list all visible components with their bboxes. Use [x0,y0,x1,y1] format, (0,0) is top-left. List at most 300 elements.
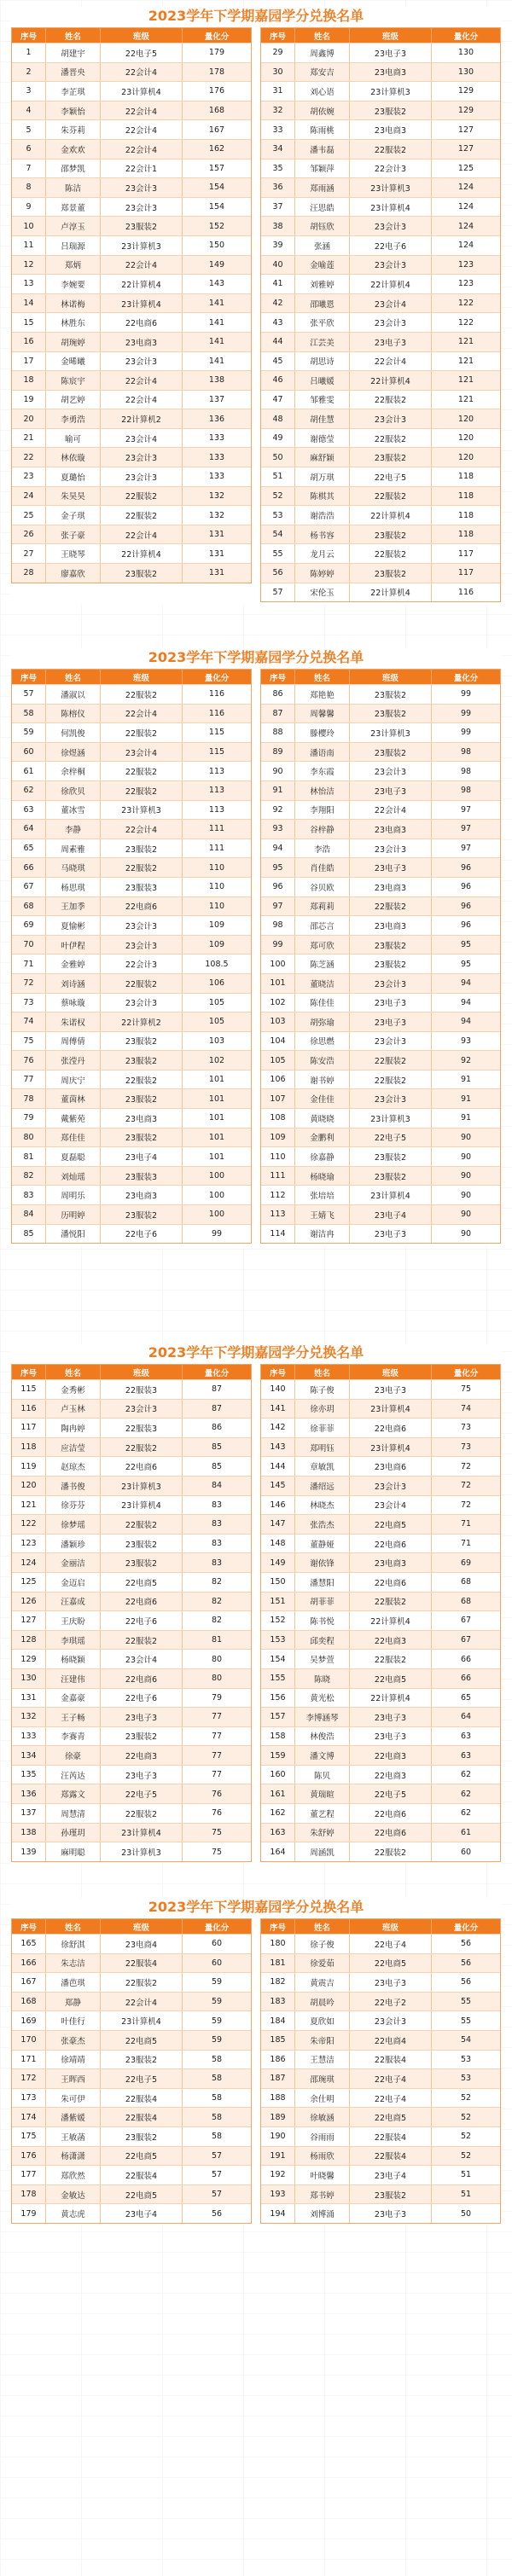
table-row[interactable] [12,390,251,409]
column-header[interactable]: 量化分 [453,673,479,683]
score: 90 [460,1210,472,1220]
table-row[interactable] [12,1050,251,1070]
table-row[interactable] [12,351,251,371]
table-row[interactable] [12,486,251,506]
score: 60 [211,1958,223,1968]
table-row[interactable] [12,235,251,255]
table-row[interactable] [261,43,500,62]
column-header[interactable]: 序号 [261,670,295,684]
table-row[interactable] [261,1842,500,1861]
column-header[interactable]: 班级 [350,670,432,684]
table-row[interactable] [12,1108,251,1128]
table-row[interactable] [12,1418,251,1437]
table-row[interactable] [261,761,500,780]
table-row[interactable] [261,312,500,332]
table-row[interactable] [261,486,500,506]
row-index: 140 [261,1380,295,1399]
table-row[interactable] [261,159,500,178]
table-row[interactable] [261,1070,500,1089]
table-row[interactable] [12,1204,251,1224]
table-row[interactable] [261,857,500,877]
column-header[interactable]: 序号 [261,28,295,43]
column-header[interactable]: 量化分 [453,32,479,42]
table-row[interactable] [261,525,500,544]
table-row[interactable] [12,525,251,544]
column-header[interactable]: 序号 [12,670,46,684]
score: 82 [211,1596,223,1606]
table-row[interactable] [12,101,251,120]
column-header[interactable]: 姓名 [295,1919,350,1934]
table-row[interactable] [261,742,500,762]
table-row[interactable] [261,81,500,101]
table-row[interactable] [12,722,251,742]
row-index: 39 [261,236,295,255]
table-row[interactable] [261,1630,500,1650]
table-row[interactable] [12,973,251,993]
table-row[interactable] [261,1108,500,1128]
table-row[interactable] [261,2050,500,2069]
table-row[interactable] [261,1031,500,1051]
student-name: 金欢欢 [46,140,101,159]
table-row[interactable] [261,1012,500,1031]
student-name: 邵芯言 [295,916,350,935]
row-index: 98 [261,916,295,935]
table-row[interactable] [12,119,251,139]
table-row[interactable] [261,1456,500,1476]
class-name: 23会计3 [350,256,432,275]
table-row[interactable] [261,838,500,858]
column-header[interactable]: 姓名 [46,28,101,43]
table-row[interactable] [261,2030,500,2050]
score: 58 [211,2093,223,2103]
class-name: 23计算机3 [350,82,432,101]
table-row[interactable] [261,1592,500,1611]
table-row[interactable] [261,197,500,217]
table-row[interactable] [12,197,251,217]
column-header[interactable]: 量化分 [453,1368,479,1378]
column-header[interactable]: 序号 [12,1365,46,1379]
table-row[interactable] [261,1572,500,1592]
table-row[interactable] [12,1972,251,1992]
student-name: 胡依婉 [295,102,350,120]
table-row[interactable] [12,742,251,762]
table-row[interactable] [261,1668,500,1688]
table-row[interactable] [12,684,251,704]
table-row[interactable] [12,1552,251,1572]
table-row[interactable] [12,915,251,935]
table-row[interactable] [261,2184,500,2204]
table-row[interactable] [261,2088,500,2108]
table-row[interactable] [261,563,500,583]
table-row[interactable] [12,2088,251,2108]
class-name: 22会计4 [101,63,183,82]
table-row[interactable] [261,954,500,973]
table-row[interactable] [12,1745,251,1765]
table-row[interactable] [12,1456,251,1476]
table-row[interactable] [12,1784,251,1803]
column-header[interactable]: 班级 [101,1365,183,1379]
table-row[interactable] [261,1050,500,1070]
table-row[interactable] [12,1707,251,1726]
table-row[interactable] [12,81,251,101]
table-row[interactable] [12,1031,251,1051]
score: 118 [457,530,474,540]
table-row[interactable] [12,43,251,62]
table-row[interactable] [261,1495,500,1515]
column-header[interactable]: 序号 [12,1919,46,1934]
column-header[interactable]: 姓名 [46,1365,101,1379]
student-name: 麻明聪 [46,1842,101,1861]
table-row[interactable] [12,216,251,235]
table-row[interactable] [261,1823,500,1842]
table-row[interactable] [12,1070,251,1089]
table-row[interactable] [261,2107,500,2126]
row-index: 83 [12,1186,46,1204]
table-row[interactable] [12,177,251,197]
table-row[interactable] [12,2203,251,2223]
row-index: 56 [261,564,295,583]
table-row[interactable] [12,332,251,351]
score: 121 [457,394,474,404]
table-row[interactable] [261,1088,500,1108]
table-row[interactable] [12,139,251,159]
table-row[interactable] [12,1437,251,1457]
class-name: 22服装3 [101,1380,183,1399]
table-row[interactable] [261,2068,500,2088]
table-row[interactable] [12,370,251,390]
table-row[interactable] [12,2010,251,2030]
table-row[interactable] [12,505,251,525]
column-header[interactable]: 班级 [350,28,432,43]
table-row[interactable] [261,1934,500,1953]
class-name: 22会计4 [101,820,183,838]
table-row[interactable] [12,1592,251,1611]
class-name: 22服装4 [101,2089,183,2108]
row-index: 146 [261,1496,295,1515]
table-row[interactable] [261,1224,500,1244]
table-row[interactable] [12,761,251,780]
table-row[interactable] [261,1379,500,1399]
table-row[interactable] [261,235,500,255]
class-name: 23电子3 [350,333,432,351]
row-index: 152 [261,1611,295,1630]
table-row[interactable] [261,543,500,563]
table-row[interactable] [261,583,500,602]
column-header[interactable]: 量化分 [204,1923,230,1933]
score: 62 [460,1770,472,1780]
row-index: 57 [12,685,46,704]
table-row[interactable] [261,351,500,371]
table-row[interactable] [12,563,251,583]
table-row[interactable] [261,1552,500,1572]
score: 75 [460,1384,472,1395]
table-row[interactable] [12,1842,251,1861]
table-row[interactable] [12,1495,251,1515]
student-name: 周素雅 [46,839,101,858]
column-header[interactable]: 姓名 [295,1365,350,1379]
table-row[interactable] [261,274,500,293]
table-row[interactable] [12,1572,251,1592]
row-index: 80 [12,1128,46,1147]
table-row[interactable] [12,1166,251,1186]
table-row[interactable] [261,101,500,120]
table-row[interactable] [12,877,251,896]
table-row[interactable] [12,1088,251,1108]
table-row[interactable] [261,177,500,197]
column-header[interactable]: 量化分 [204,1368,230,1378]
table-row[interactable] [12,1399,251,1419]
table-row[interactable] [12,896,251,916]
table-row[interactable] [261,1204,500,1224]
student-name: 周馨馨 [295,705,350,723]
score: 96 [460,901,472,911]
table-row[interactable] [261,467,500,486]
score: 101 [208,1075,225,1085]
column-header[interactable]: 序号 [261,1365,295,1379]
table-row[interactable] [261,1476,500,1495]
student-name: 张滢丹 [46,1051,101,1070]
table-row[interactable] [261,409,500,428]
column-header[interactable]: 量化分 [204,32,230,42]
table-row[interactable] [261,1418,500,1437]
column-header[interactable]: 班级 [101,28,183,43]
table-row[interactable] [261,390,500,409]
column-header[interactable]: 班级 [101,1919,183,1934]
student-name: 陈安浩 [295,1051,350,1070]
table-row[interactable] [261,819,500,838]
score: 96 [460,862,472,873]
table-row[interactable] [12,800,251,820]
table-row[interactable] [12,1224,251,1244]
class-name: 22电子4 [350,2069,432,2088]
table-row[interactable] [261,447,500,467]
table-row[interactable] [12,1534,251,1553]
table-row[interactable] [261,1166,500,1186]
table-row[interactable] [12,1953,251,1973]
column-header[interactable]: 量化分 [204,673,230,683]
row-index: 35 [261,160,295,178]
table-row[interactable] [12,1649,251,1668]
table-row[interactable] [12,312,251,332]
table-row[interactable] [261,1707,500,1726]
table-row[interactable] [261,1726,500,1746]
class-name: 23计算机4 [350,1186,432,1204]
table-row[interactable] [261,800,500,820]
table-row[interactable] [261,255,500,275]
table-row[interactable] [261,1146,500,1166]
table-row[interactable] [12,2068,251,2088]
table-row[interactable] [261,62,500,82]
table-row[interactable] [261,935,500,954]
table-row[interactable] [12,1610,251,1630]
score: 68 [460,1577,472,1587]
table-row[interactable] [12,1476,251,1495]
student-name: 夏璐怡 [46,467,101,486]
table-row[interactable] [261,1128,500,1147]
table-row[interactable] [12,1823,251,1842]
table-row[interactable] [12,704,251,723]
student-name: 宋伦玉 [295,583,350,602]
table-row[interactable] [261,1649,500,1668]
table-row[interactable] [261,1534,500,1553]
table-row[interactable] [261,119,500,139]
table-row[interactable] [12,838,251,858]
table-row[interactable] [261,1514,500,1534]
table-row[interactable] [12,255,251,275]
table-row[interactable] [12,62,251,82]
table-row[interactable] [12,819,251,838]
table-row[interactable] [261,1610,500,1630]
table-row[interactable] [261,684,500,704]
class-name: 22电子5 [101,2069,183,2088]
row-index: 93 [261,820,295,838]
table-row[interactable] [12,1379,251,1399]
class-name: 22电子6 [101,1225,183,1244]
table-row[interactable] [12,428,251,448]
table-row[interactable] [12,543,251,563]
student-name: 卢玉林 [46,1400,101,1419]
class-name: 22会计4 [101,1993,183,2011]
column-header[interactable]: 量化分 [453,1923,479,1933]
table-row[interactable] [12,2165,251,2184]
table-row[interactable] [12,954,251,973]
table-row[interactable] [261,2010,500,2030]
score: 83 [211,1558,223,1568]
table-row[interactable] [12,2126,251,2146]
class-name: 22服装2 [350,391,432,409]
table-row[interactable] [261,1185,500,1204]
table-row[interactable] [261,704,500,723]
column-header[interactable]: 姓名 [295,28,350,43]
column-header[interactable]: 序号 [12,28,46,43]
column-header[interactable]: 姓名 [46,670,101,684]
table-row[interactable] [12,1992,251,2011]
row-index: 105 [261,1051,295,1070]
table-row[interactable] [12,993,251,1012]
table-row[interactable] [261,1803,500,1823]
table-row[interactable] [261,780,500,800]
score: 120 [457,433,474,444]
class-name: 22服装3 [101,1419,183,1437]
table-row[interactable] [261,1437,500,1457]
table-row[interactable] [12,1128,251,1147]
student-name: 张浩杰 [295,1515,350,1534]
class-name: 22服装2 [350,897,432,916]
table-row[interactable] [261,2165,500,2184]
table-row[interactable] [261,139,500,159]
table-row[interactable] [261,1992,500,2011]
table-row[interactable] [261,505,500,525]
table-row[interactable] [261,2126,500,2146]
table-row[interactable] [261,993,500,1012]
table-row[interactable] [261,915,500,935]
table-row[interactable] [261,722,500,742]
column-header[interactable]: 班级 [350,1919,432,1934]
table-row[interactable] [12,1688,251,1708]
student-name: 王婧飞 [295,1205,350,1224]
column-header[interactable]: 姓名 [295,670,350,684]
row-index: 78 [12,1089,46,1108]
table-row[interactable] [12,1185,251,1204]
score: 93 [460,1036,472,1046]
score: 124 [457,202,474,212]
table-row[interactable] [12,159,251,178]
column-header[interactable]: 序号 [261,1919,295,1934]
row-index: 14 [12,294,46,313]
table-row[interactable] [12,1146,251,1166]
table-row[interactable] [12,1726,251,1746]
score-table-right [260,1364,501,1862]
table-row[interactable] [261,1399,500,1419]
table-row[interactable] [261,1745,500,1765]
table-row[interactable] [261,2203,500,2223]
table-row[interactable] [261,428,500,448]
table-row[interactable] [12,2146,251,2166]
table-row[interactable] [12,1803,251,1823]
table-row[interactable] [12,1934,251,1953]
table-row[interactable] [261,896,500,916]
table-row[interactable] [261,1765,500,1784]
table-row[interactable] [12,1012,251,1031]
column-header[interactable]: 班级 [101,670,183,684]
table-row[interactable] [261,332,500,351]
table-row[interactable] [12,2184,251,2204]
table-row[interactable] [261,1953,500,1973]
table-row[interactable] [261,216,500,235]
student-name: 潘慧阳 [295,1573,350,1592]
table-row[interactable] [12,409,251,428]
student-name: 朱舒婷 [295,1824,350,1842]
row-index: 53 [261,506,295,525]
column-header[interactable]: 姓名 [46,1919,101,1934]
table-row[interactable] [12,467,251,486]
table-header-row [12,28,251,43]
table-row[interactable] [12,935,251,954]
class-name: 23服装2 [350,936,432,954]
table-row[interactable] [12,1514,251,1534]
row-index: 9 [12,198,46,217]
student-name: 刘博涌 [295,2204,350,2223]
table-row[interactable] [261,293,500,313]
table-row[interactable] [12,1765,251,1784]
table-row[interactable] [261,370,500,390]
column-header[interactable]: 班级 [350,1365,432,1379]
table-row[interactable] [261,1688,500,1708]
score: 154 [208,183,225,193]
score: 66 [460,1654,472,1664]
table-row[interactable] [12,293,251,313]
table-row[interactable] [261,973,500,993]
table-row[interactable] [12,780,251,800]
table-row[interactable] [261,877,500,896]
table-row[interactable] [261,1784,500,1803]
row-index: 59 [12,723,46,742]
class-name: 22会计3 [101,954,183,973]
table-row[interactable] [12,2050,251,2069]
student-name: 金晞曦 [46,352,101,371]
table-row[interactable] [12,1668,251,1688]
table-row[interactable] [261,1972,500,1992]
table-row[interactable] [12,1630,251,1650]
table-row[interactable] [12,274,251,293]
table-row[interactable] [12,2030,251,2050]
table-row[interactable] [261,2146,500,2166]
class-name: 22电商6 [350,1419,432,1437]
table-row[interactable] [12,857,251,877]
score: 57 [211,2190,223,2200]
table-row[interactable] [12,447,251,467]
table-row[interactable] [12,2107,251,2126]
